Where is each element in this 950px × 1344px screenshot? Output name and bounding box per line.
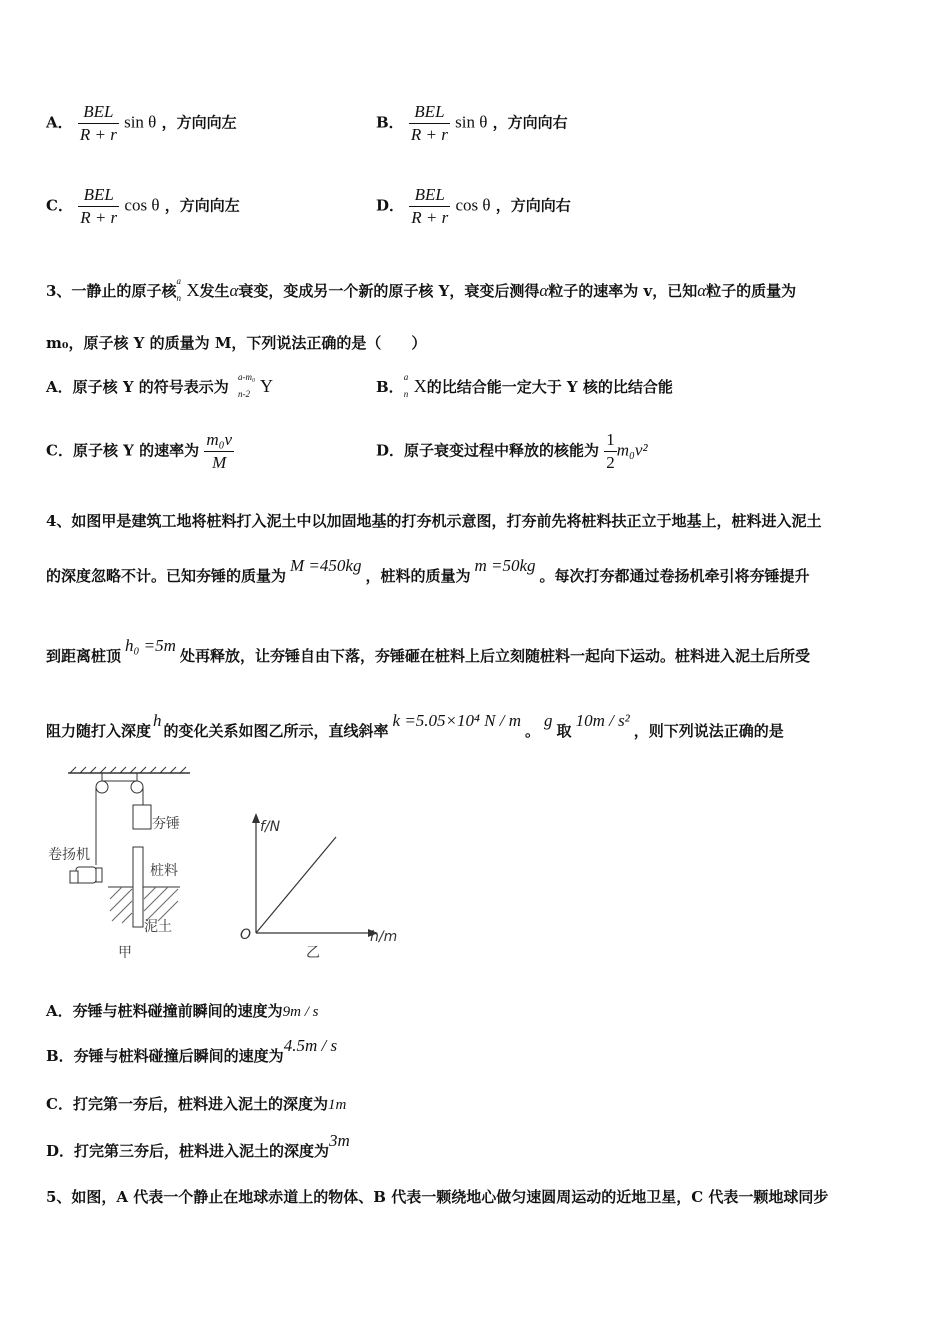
q4-option-a: A．夯锤与桩料碰撞前瞬间的速度为9m / s: [46, 1002, 319, 1020]
q5-stem-line1: 5、如图，A 代表一个静止在地球赤道上的物体、B 代表一颗绕地心做匀速圆周运动的近地卫星，C 代表一颗地球同步: [46, 1188, 829, 1206]
q4-option-d: D．打完第三夯后，桩料进入泥土的深度为3m: [46, 1131, 350, 1160]
figure-yi-label: 乙: [306, 945, 320, 961]
graph-y-label: f/N: [260, 819, 281, 835]
q3-stem-line1: 3、一静止的原子核 a n X发生α衰变，变成另一个新的原子核 Y，衰变后测得α粒子的速率为 v，已知α粒子的质量为: [46, 276, 797, 303]
q3-option-d-fraction: $\frac{1}{2}$: [606, 430, 615, 472]
q4-option-c: C．打完第一夯后，桩料进入泥土的深度为1m: [46, 1095, 347, 1113]
q2-option-b: B． $\frac{\text{BEL}}{R + r}$ sin θ ，方向向右: [376, 102, 568, 144]
q2-option-c-fraction: $\frac{\text{BEL}}{R + r}$: [80, 185, 118, 227]
q3-option-c-fraction: $\frac{\text{m₀v}}{M}$: [206, 430, 233, 472]
q4-figure: [40, 765, 410, 965]
q2-option-a-fraction: $\frac{\text{BEL}}{R + r}$: [79, 102, 117, 144]
winch-label: 卷扬机: [48, 847, 90, 863]
soil-label: 泥土: [144, 919, 172, 935]
q3-option-a: A．原子核 Y 的符号表示为 a-m₀ n-2 Y: [46, 372, 274, 399]
q3-stem-line2: m₀，原子核 Y 的质量为 M，下列说法正确的是（ ）: [46, 334, 427, 352]
q3-option-b: B． a n X的比结合能一定大于 Y 核的比结合能: [376, 372, 673, 399]
q4-stem-line4: 阻力随打入深度h的变化关系如图乙所示，直线斜率k =5.05×10⁴ N / m。g取10m / s²，则下列说法正确的是: [46, 711, 784, 740]
q2-option-b-fraction: $\frac{\text{BEL}}{R + r}$: [410, 102, 448, 144]
figure-jia-label: 甲: [118, 945, 132, 961]
q3-option-d: D．原子衰变过程中释放的核能为 $\frac{1}{2}$ m₀v²: [376, 430, 648, 472]
winch-shape: [76, 867, 96, 883]
q2-option-a: A． $\frac{\text{BEL}}{R + r}$ sin θ ，方向向左: [46, 102, 237, 144]
q4-option-b: B．夯锤与桩料碰撞后瞬间的速度为4.5m / s: [46, 1036, 338, 1065]
q4-stem-line1: 4、如图甲是建筑工地将桩料打入泥土中以加固地基的打夯机示意图，打夯前先将桩料扶正立于地基上，桩料进入泥土: [46, 512, 822, 530]
graph-line: [256, 837, 336, 933]
pulley-left: [96, 781, 108, 793]
nucleus-x: a n X: [176, 276, 200, 303]
q3-option-c: C．原子核 Y 的速率为 $\frac{\text{m₀v}}{M}$: [46, 430, 233, 472]
q2-option-d: D． $\frac{\text{BEL}}{R + r}$ cos θ ，方向向右: [376, 185, 571, 227]
q2-option-c: C． $\frac{\text{BEL}}{R + r}$ cos θ ，方向向左: [46, 185, 240, 227]
q4-stem-line3: 到距离桩顶h₀ =5m处再释放，让夯锤自由下落，夯锤砸在桩料上后立刻随桩料一起向下运动。桩料进入泥土后所受: [46, 636, 810, 665]
pile-label: 桩料: [150, 863, 178, 879]
graph-y-arrow: [252, 813, 260, 823]
soil-hatch: [110, 887, 178, 923]
graph-x-label: h/m: [370, 929, 398, 945]
hammer-shape: [133, 805, 151, 829]
nucleus-x-b: a n X: [403, 372, 427, 399]
pile-shape: [133, 847, 143, 927]
q2-option-d-fraction: $\frac{\text{BEL}}{R + r}$: [411, 185, 449, 227]
pulley-right: [131, 781, 143, 793]
hammer-label: 夯锤: [152, 816, 180, 832]
nucleus-y: a-m₀ n-2 Y: [238, 372, 274, 399]
graph-origin-label: O: [240, 927, 252, 943]
ceiling-hatch: [70, 767, 186, 773]
q4-stem-line2: 的深度忽略不计。已知夯锤的质量为M =450kg，桩料的质量为m =50kg。每次打夯都通过卷扬机牵引将夯锤提升: [46, 556, 810, 585]
